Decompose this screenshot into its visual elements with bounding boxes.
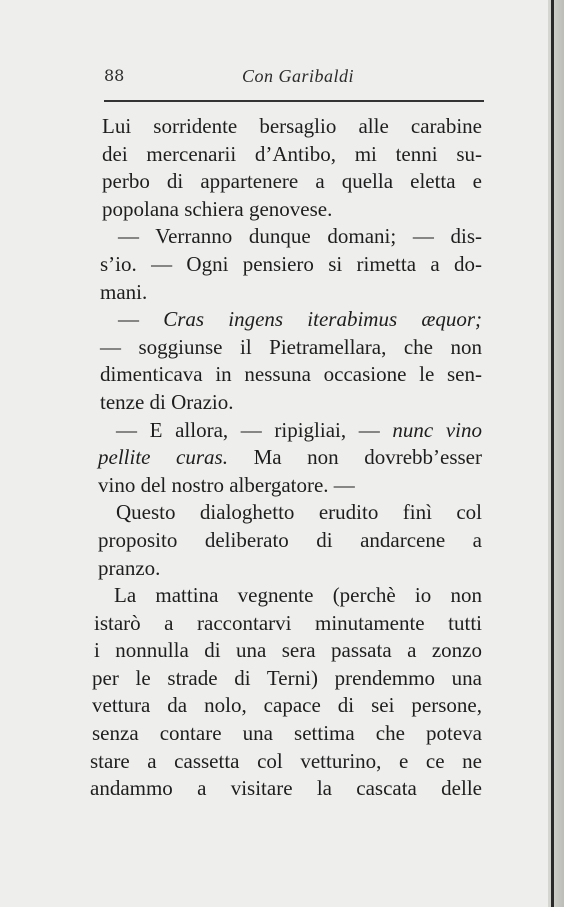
text-line (90, 748, 482, 776)
text-segment: La mattina vegnente (perchè io non (114, 583, 482, 608)
text-segment: dimenticava in nessuna occasione le sen- (100, 362, 482, 387)
text-line (92, 720, 482, 748)
text-segment: tenze di Orazio. (100, 389, 234, 414)
italic-text: nunc vino (392, 417, 482, 442)
text-line (100, 251, 482, 279)
text-line (116, 499, 482, 527)
text-line (102, 168, 482, 196)
text-line (118, 306, 482, 334)
text-line (100, 334, 482, 362)
text-line (102, 113, 482, 141)
text-line (98, 444, 482, 472)
text-segment: — (118, 307, 164, 332)
text-line (118, 223, 482, 251)
page-binding-line (551, 0, 554, 907)
text-segment: mani. (100, 279, 148, 304)
text-line (100, 361, 482, 389)
page-number: 88 (104, 66, 125, 85)
text-segment: — E allora, — ripigliai, — (116, 417, 393, 442)
text-segment: senza contare una settima che poteva (92, 721, 482, 746)
text-line (100, 279, 482, 307)
text-line (102, 141, 482, 169)
text-segment: stare a cassetta col vetturino, e ce ne (90, 748, 482, 773)
text-segment: dei mercenarii d’Antibo, mi tenni su- (102, 141, 482, 166)
text-line (98, 527, 482, 555)
text-segment: vino del nostro albergatore. — (98, 472, 355, 497)
text-segment: Questo dialoghetto erudito finì col (116, 500, 482, 525)
text-line (116, 417, 482, 445)
running-title: Con Garibaldi (242, 66, 355, 86)
text-line (94, 637, 482, 665)
text-segment: — Verranno dunque domani; — dis- (118, 224, 482, 249)
text-segment: pranzo. (98, 555, 161, 580)
text-line (114, 582, 482, 610)
text-segment: s’io. — Ogni pensiero si rimetta a do- (100, 251, 482, 276)
text-segment: perbo di appartenere a quella eletta e (102, 169, 482, 194)
text-line (100, 389, 482, 417)
text-line (98, 472, 482, 500)
body-text (90, 113, 482, 803)
text-line (92, 692, 482, 720)
header-rule (104, 100, 484, 102)
text-segment: per le strade di Terni) prendemmo una (92, 665, 482, 690)
page-header (104, 66, 484, 92)
text-segment: vettura da nolo, capace di sei persone, (92, 693, 482, 718)
text-line (90, 775, 482, 803)
text-segment: Ma non dovrebb’esser (227, 445, 482, 470)
italic-text: Cras ingens iterabimus æquor; (163, 307, 482, 332)
text-segment: — soggiunse il Pietramellara, che non (100, 334, 482, 359)
text-line (92, 665, 482, 693)
italic-text: pellite curas. (98, 445, 228, 470)
text-line (94, 610, 482, 638)
text-segment: Lui sorridente bersaglio alle carabine (102, 114, 482, 138)
text-line (98, 555, 482, 583)
text-segment: andammo a visitare la cascata delle (90, 776, 482, 801)
text-line (102, 196, 482, 224)
text-segment: istarò a raccontarvi minutamente tutti (94, 610, 482, 635)
text-segment: proposito deliberato di andarcene a (98, 527, 482, 552)
text-segment: popolana schiera genovese. (102, 196, 333, 221)
text-segment: i nonnulla di una sera passata a zonzo (94, 638, 482, 663)
